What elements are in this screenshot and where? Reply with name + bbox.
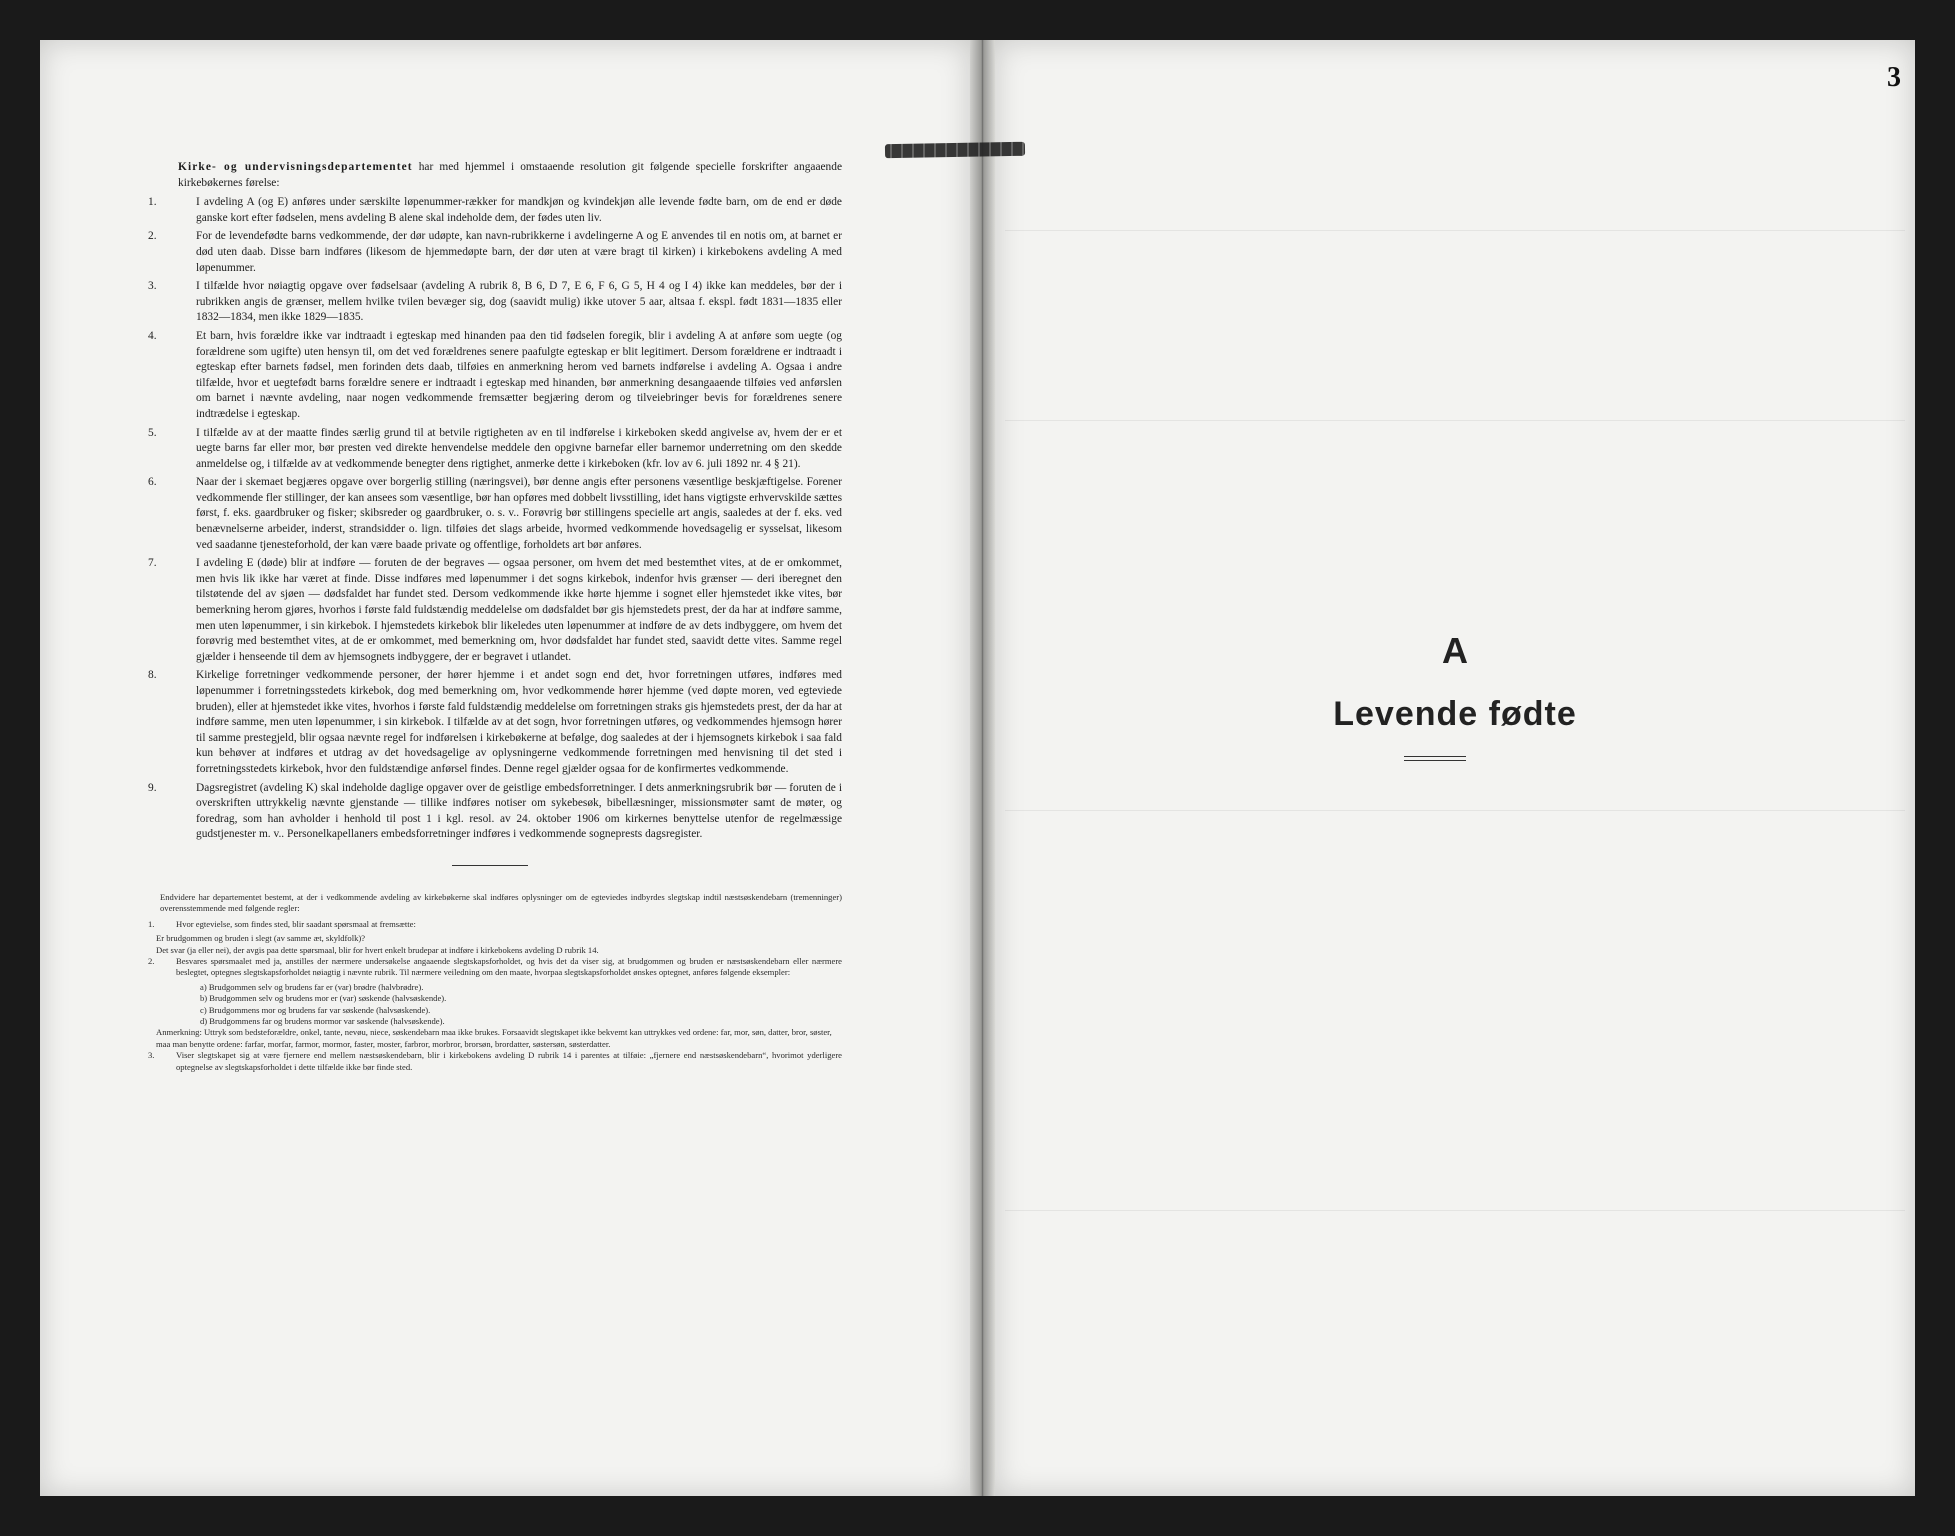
rule-number: 8. [148,669,157,682]
supplement-item: 1. Hvor egtevielse, som findes sted, blir saadant spørsmaal at fremsætte: [142,919,842,930]
rule-text: I avdeling E (døde) blir at indføre — foruten de der begraves — ogsaa personer, om hvem det med bestemthet vites, at de er omkommet, men hvis lik ikke har været at finde. Disse indføres med løpenummer i det sogns kirkebok, indenfor hvis grænser — deri iberegnet den tilstøtende del av sjøen — dødsfaldet har fundet sted. Dersom vedkommende ikke hørte hjemme i sognet eller hjemstedet ikke vites, bør bemerkning herom gjøres, hvorhos i første fald fuldstændig meddelelse om dødsfaldet bør gis hjemstedets prest, der da har at indføre samme, men uten løpenummer, i sin kirkebok. I hjemstedets kirkebok blir likeledes uten løpenummer at indføre de av dets indbyggere, om hvem det forøvrig med bestemthet vites, at de er omkommet, med bemerkning om, hvor dødsfaldet har fundet sted, saavidt dette vites. Samme regel gjælder i henseende til dem av hjemsognets indbyggere, der er begravet i utlandet. [196,557,842,663]
rule-item [142,279,842,326]
rule-item [142,556,842,665]
kinship-supplement [142,892,842,1073]
ruled-line [1005,1210,1905,1211]
ruled-line [1005,420,1905,421]
example-line: b) Brudgommen selv og brudens mor er (var) søskende (halvsøskende). [200,993,447,1004]
department-name: Kirke- og undervisningsdepartementet [178,161,413,173]
rule-item [142,668,842,777]
supplement-text: Hvor egtevielse, som findes sted, blir saadant spørsmaal at fremsætte: [176,918,416,929]
supplement-text: Viser slegtskapet sig at være fjernere end mellem næstsøskendebarn, blir i kirkebokens avdeling D rubrik 14 i parentes at tilføie: „fjernere end næstsøskendebarn“, hvorimot yderligere optegnelse av slegtskapsforholdet i dette tilfælde ikke bør finde sted. [176,1050,842,1072]
rule-item [142,329,842,423]
section-letter: A [1442,630,1468,671]
rule-number: 5. [148,426,157,439]
title-underline [1404,756,1466,761]
rule-number: 3. [148,280,157,293]
rule-number: 6. [148,476,157,489]
rule-item [142,781,842,843]
rule-text: I tilfælde av at der maatte findes særlig grund til at betvile rigtigheten av en til indførelse i kirkeboken skedd angivelse av, hvem der er et uegte barns far eller mor, bør presten ved direkte henvendelse meddele den opgivne barnefar eller barnemor underretning om den skedde anmeldelse og, i tilfælde av at vedkommende benegter dens rigtighet, anmerke dette i kirkeboken (kfr. lov av 6. juli 1892 nr. 4 § 21). [196,426,842,470]
rule-number: 4. [148,329,157,342]
rule-text: For de levendefødte barns vedkommende, der dør udøpte, kan navn-rubrikkerne i avdelingerne A og E anvendes til en notis om, at barnet er død uten daab. Disse barn indføres (likesom de hjemmedøpte barn, der dør uten at være bragt til kirken) i kirkebokens avdeling A med løpenummer. [196,230,842,274]
example-line: d) Brudgommens far og brudens mormor var søskende (halvsøskende). [200,1016,445,1026]
ink-stamp [885,142,1025,158]
rule-text: I avdeling A (og E) anføres under særskilte løpenummer-rækker for mandkjøn og kvindekjøn alle levende fødte barn, om de end er døde ganske kort efter fødselen, mens avdeling B alene skal indeholde dem, der fødes uten liv. [196,196,842,224]
ruled-line [1005,230,1905,231]
intro-text: har med hjemmel i omstaaende resolution git følgende specielle forskrifter angaaende kirkebøkernes førelse: [178,161,842,189]
rule-text: Et barn, hvis forældre ikke var indtraadt i egteskap med hinanden paa den tid fødselen foregik, blir i avdeling A at anføre som uegte (og forældrene som ugifte) uten hensyn til, om det ved forældrenes senere paafulgte egteskap er blit legitimert. Dersom forældrene er indtraadt i egteskap efter barnets fødsel, men forinden dets daab, tilføies en anmerkning herom ved barnets indførelse i avdeling A. Ogsaa i andre tilfælde, hvor et uegtefødt barns forældre senere er indtraadt i egteskap med hinanden, bør anmerkning desangaaende tilføies ved anførslen om barnet i nævnte avdeling, naar nogen vedkommende fremsætter begjæring derom og tilveiebringer bevis for forældrenes senere indtrædelse i egteskap. [196,329,842,420]
rule-number: 1. [148,196,157,209]
ruled-line [1005,810,1905,811]
rule-number: 2. [148,230,157,243]
regulations-intro [178,160,842,191]
example-line: c) Brudgommens mor og brudens far var søskende (halvsøskende). [200,1004,431,1015]
example-line: a) Brudgommen selv og brudens far er (var) brødre (halvbrødre). [200,981,424,992]
rule-item [142,195,842,226]
supplement-item: 2. Besvares spørsmaalet med ja, anstilles der nærmere undersøkelse angaaende slegtskapsforholdet, og hvis det da viser sig, at brudgommen og bruden er næstsøskendebarn eller nærmere beslegtet, optegnes slegtskapsforholdet nøiagtig i nævnte rubrik. Til nærmere veiledning om den maate, hvorpaa slegtskapsforholdet ønskes optegnet, anføres følgende eksempler: [148,955,842,978]
book-spine [970,40,995,1496]
supplement-intro: Endvidere har departementet bestemt, at der i vedkommende avdeling av kirkebøkerne skal indføres oplysninger om de egteviedes indbyrdes slegtskap indtil næstsøskendebarn (tremenninger) overensstemmende med følgende regler: [160,891,842,914]
section-divider [452,865,528,866]
rule-number: 9. [148,781,157,794]
rule-text: Naar der i skemaet begjæres opgave over borgerlig stilling (næringsvei), bør denne angis efter personens væsentlige beskjæftigelse. Forener vedkommende fler stillinger, der kan ansees som væsentlige, bør han opføres med dobbelt livsstilling, idet hans vigtigste erhvervskilde sættes først, f. eks. gaardbruker og fisker; skibsreder og gaardbruker, o. s. v.. Forøvrig bør stillingens specielle art angis, saaledes at der f. eks. ved benævnelserne arbeider, inderst, strandsidder o. lign. tilføies det slags arbeide, hvormed vedkommende hovedsagelig er sysselsat, likesom ved saadanne tjenesteforhold, der kan være baade private og offentlige, forholdets art bør anføres. [196,476,842,551]
supplement-question: Er brudgommen og bruden i slegt (av samme æt, skyldfolk)? [156,933,366,944]
rule-number: 7. [148,557,157,570]
section-title: Levende fødte [1333,695,1577,733]
regulations-text [142,160,842,1076]
rule-text: Dagsregistret (avdeling K) skal indeholde daglige opgaver over de geistlige embedsforretninger. I dets anmerkningsrubrik bør — foruten de i overskriften uttrykkelig nævnte gjenstande — tillike indføres notiser om sykebesøk, bibellæsninger, missionsmøter samt de møter, og foredrag, som han avholder i henhold til post 1 i kgl. resol. av 24. oktober 1906 om kirkernes benyttelse utenfor de regelmæssige gudstjenester m. v.. Personelkapellaners embedsforretninger indføres i vedkommende sogneprests dagsregister. [196,781,842,841]
rule-text: I tilfælde hvor nøiagtig opgave over fødselsaar (avdeling A rubrik 8, B 6, D 7, E 6, F 6, G 5, H 4 og I 4) ikke kan meddeles, bør der i rubrikken angis de grænser, mellem hvilke tvilen bevæger sig, dog (saavidt mulig) ikke utover 5 aar, altsaa f. ekspl. født 1831—1835 eller 1832—1834, men ikke 1829—1835. [196,280,842,324]
supplement-answer: Det svar (ja eller nei), der avgis paa dette spørsmaal, blir for hvert enkelt brudepar at indføre i kirkebokens avdeling D rubrik 14. [156,944,599,955]
rule-item [142,229,842,276]
supplement-item: 3. Viser slegtskapet sig at være fjernere end mellem næstsøskendebarn, blir i kirkebokens avdeling D rubrik 14 i parentes at tilføie: „fjernere end næstsøskendebarn“, hvorimot yderligere optegnelse av slegtskapsforholdet i dette tilfælde ikke bør finde sted. [148,1050,842,1072]
rule-item [142,426,842,473]
rule-text: Kirkelige forretninger vedkommende personer, der hører hjemme i et andet sogn end det, hvor forretningen utføres, indføres med løpenummer i forretningsstedets kirkebok, dog med bemerkning om, hvor vedkommende hører hjemme (ved døpte moren, ved egteviede bruden), eller at hjemstedet ikke vites, hvorhos i første fald fuldstændig meddelelse om forretningen straks gis hjemstedets prest, der da har at indføre samme, men uten løpenummer, i sin kirkebok. I tilfælde av at det sogn, hvor forretningen utføres, og vedkommendes hjemsogn hører til samme prestegjeld, blir ogsaa nævnte regel for indførelsen i kirkebøkerne at befølge, dog saaledes at der i hjemsognets kirkebok i saa fald kun behøver at indføres et utdrag av det hovedsagelige av oplysningerne vedkommende forretningen med henvisning til det sted i forretningsstedets kirkebok, hvor den fuldstændige anførsel findes. Denne regel gjælder ogsaa for de konfirmertes vedkommende. [196,669,842,775]
page-number: 3 [1887,62,1901,93]
supplement-note: Anmerkning: Uttryk som bedsteforældre, onkel, tante, nevøu, niece, søskendebarn maa ikke brukes. Forsaavidt slegtskapet ikke bekvemt kan uttrykkes ved ordene: far, mor, søn, datter, bror, søster, maa man benytte ordene: farfar, morfar, farmor, mormor, faster, moster, farbror, morbror, brorsøn, brordatter, søstersøn, søsterdatter. [156,1027,832,1049]
rule-item [142,475,842,553]
supplement-text: Besvares spørsmaalet med ja, anstilles der nærmere undersøkelse angaaende slegtskapsforholdet, og hvis det da viser sig, at brudgommen og bruden er næstsøskendebarn eller nærmere beslegtet, optegnes slegtskapsforholdet nøiagtig i nævnte rubrik. Til nærmere veiledning om den maate, hvorpaa slegtskapsforholdet ønskes optegnet, anføres følgende eksempler: [176,955,842,978]
right-page [995,40,1915,1496]
